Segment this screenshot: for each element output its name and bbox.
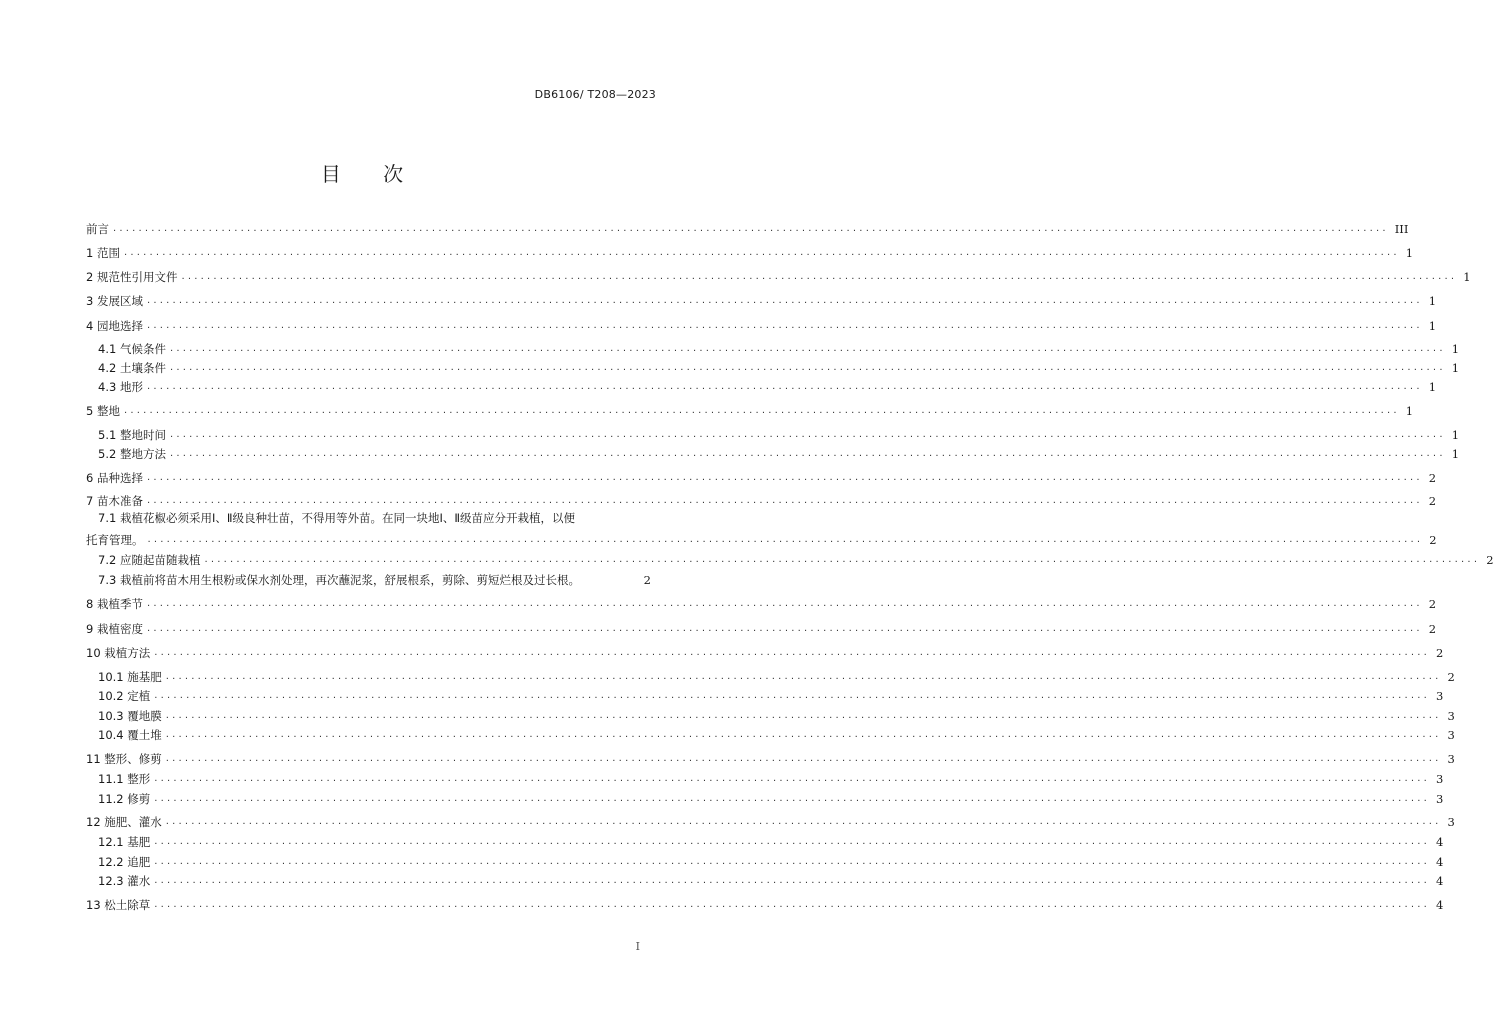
toc-entry-page: 4 — [1436, 855, 1444, 869]
toc-leader-dots: ........................................................................................................................................................................................................ — [146, 598, 1423, 609]
toc-entry-line1: 7.1 栽植花椒必须采用Ⅰ、Ⅱ级良种壮苗，不得用等外苗。在同一块地Ⅰ、Ⅱ级苗应分开栽植，以便 — [98, 511, 576, 525]
toc-leader-dots: ........................................................................................................................................................................................................ — [154, 899, 1431, 910]
toc-entry[interactable] — [86, 242, 1414, 260]
toc-entry-label: 7.2 应随起苗随栽植 — [98, 553, 201, 567]
toc-entry-page: 4 — [1436, 874, 1444, 888]
toc-entry-page: 2 — [1486, 553, 1494, 567]
toc-entry[interactable] — [98, 443, 1460, 461]
toc-entry[interactable] — [86, 290, 1437, 308]
toc-entry[interactable] — [98, 724, 1455, 742]
toc-entry-label: 10 栽植方法 — [86, 646, 151, 660]
toc-entry-page: 2 — [643, 573, 651, 587]
toc-entry-page: 3 — [1447, 728, 1455, 742]
toc-leader-dots: ........................................................................................................................................................................................................ — [146, 381, 1423, 392]
toc-entry[interactable] — [98, 685, 1444, 703]
toc-entry[interactable] — [98, 870, 1444, 888]
toc-leader-dots: ........................................................................................................................................................................................................ — [154, 647, 1431, 658]
toc-leader-dots: ........................................................................................................................................................................................................ — [169, 362, 1446, 373]
toc-entry-page: 1 — [1463, 270, 1471, 284]
toc-entry-label: 1 范围 — [86, 246, 120, 260]
toc-entry-label: 10.4 覆土堆 — [98, 728, 162, 742]
toc-entry-label: 11.1 整形 — [98, 772, 151, 786]
toc-entry[interactable] — [98, 338, 1460, 356]
toc-entry-page: 1 — [1428, 380, 1437, 394]
toc-leader-dots: ........................................................................................................................................................................................................ — [123, 405, 1400, 416]
toc-entry[interactable] — [98, 549, 1494, 567]
toc-entry[interactable] — [98, 788, 1444, 806]
toc-leader-dots: ........................................................................................................................................................................................................ — [165, 710, 1442, 721]
toc-entry-page: 1 — [1451, 361, 1460, 375]
toc-entry[interactable] — [86, 266, 1471, 284]
toc-entry[interactable] — [98, 376, 1437, 394]
toc-entry-page: III — [1394, 222, 1409, 236]
toc-entry-page: 1 — [1451, 447, 1460, 461]
toc-leader-dots: ........................................................................................................................................................................................................ — [146, 320, 1423, 331]
toc-leader-dots: ........................................................................................................................................................................................................ — [123, 247, 1400, 258]
toc-entry-page: 4 — [1436, 898, 1444, 912]
toc-entry-label: 5 整地 — [86, 404, 120, 418]
toc-leader-dots: ........................................................................................................................................................................................................ — [154, 793, 1431, 804]
toc-leader-dots: ........................................................................................................................................................................................................ — [154, 836, 1431, 847]
toc-entry[interactable] — [98, 569, 651, 587]
toc-entry[interactable] — [98, 851, 1444, 869]
toc-leader-dots: ........................................................................................................................................................................................................ — [169, 343, 1446, 354]
toc-entry-page: 3 — [1447, 709, 1455, 723]
toc-leader-dots: ........................................................................................................................................................................................................ — [169, 429, 1446, 440]
toc-entry-label: 4.3 地形 — [98, 380, 143, 394]
toc-entry-page: 1 — [1451, 428, 1460, 442]
toc-entry-label: 10.1 施基肥 — [98, 670, 162, 684]
toc-entry[interactable] — [86, 218, 1409, 236]
toc-entry-label: 4 园地选择 — [86, 319, 143, 333]
toc-entry-label: 3 发展区域 — [86, 294, 143, 308]
toc-leader-dots: ........................................................................................................................................................................................................ — [154, 690, 1431, 701]
toc-entry-page: 3 — [1447, 752, 1455, 766]
toc-entry-label: 10.2 定植 — [98, 689, 151, 703]
document-code: DB6106/ T208—2023 — [534, 88, 656, 101]
toc-entry-label: 7.3 栽植前将苗木用生根粉或保水剂处理，再次蘸泥浆，舒展根系，剪除、剪短烂根及过长根。 — [98, 573, 580, 587]
toc-leader-dots: ........................................................................................................................................................................................................ — [204, 554, 1481, 565]
toc-entry-label: 11.2 修剪 — [98, 792, 151, 806]
toc-entry[interactable] — [86, 529, 1437, 547]
toc-entry-page: 2 — [1428, 622, 1437, 636]
page-number: I — [635, 940, 640, 953]
toc-entry-page: 2 — [1447, 670, 1455, 684]
toc-entry-label: 前言 — [86, 222, 109, 236]
toc-entry-page: 1 — [1405, 404, 1414, 418]
toc-leader-dots: ........................................................................................................................................................................................................ — [181, 271, 1458, 282]
toc-entry-label: 2 规范性引用文件 — [86, 270, 178, 284]
toc-entry[interactable] — [98, 831, 1444, 849]
toc-leader-dots: ........................................................................................................................................................................................................ — [146, 472, 1423, 483]
toc-entry[interactable] — [86, 642, 1444, 660]
toc-entry-label: 12.2 追肥 — [98, 855, 151, 869]
toc-entry-page: 4 — [1436, 835, 1444, 849]
toc-entry-page: 1 — [1405, 246, 1414, 260]
toc-leader-dots: ........................................................................................................................................................................................................ — [165, 816, 1442, 827]
toc-entry-page: 1 — [1428, 319, 1437, 333]
toc-entry-page: 1 — [1451, 342, 1460, 356]
toc-entry-page: 3 — [1436, 772, 1444, 786]
toc-leader-dots: ........................................................................................................................................................................................................ — [146, 295, 1423, 306]
toc-leader-dots: ........................................................................................................................................................................................................ — [169, 448, 1446, 459]
toc-entry[interactable] — [86, 467, 1437, 485]
toc-entry[interactable] — [86, 811, 1455, 829]
toc-entry-label: 4.2 土壤条件 — [98, 361, 166, 375]
toc-entry-label: 11 整形、修剪 — [86, 752, 162, 766]
toc-leader-dots: ........................................................................................................................................................................................................ — [113, 223, 1389, 234]
toc-entry-page: 3 — [1447, 815, 1455, 829]
toc-leader-dots: ........................................................................................................................................................................................................ — [165, 671, 1442, 682]
toc-entry[interactable] — [98, 768, 1444, 786]
toc-leader-dots: ........................................................................................................................................................................................................ — [146, 495, 1423, 506]
toc-entry-page: 2 — [1428, 471, 1437, 485]
toc-leader-dots: ........................................................................................................................................................................................................ — [146, 623, 1423, 634]
toc-entry[interactable] — [98, 357, 1460, 375]
toc-entry-label: 12 施肥、灌水 — [86, 815, 162, 829]
toc-entry[interactable] — [98, 705, 1455, 723]
toc-entry[interactable] — [86, 315, 1437, 333]
toc-entry[interactable] — [86, 618, 1437, 636]
toc-entry[interactable] — [86, 490, 1437, 508]
toc-entry-page: 3 — [1436, 792, 1444, 806]
toc-entry-label: 6 品种选择 — [86, 471, 143, 485]
toc-entry[interactable] — [86, 400, 1414, 418]
toc-entry-label: 10.3 覆地膜 — [98, 709, 162, 723]
toc-entry-label: 8 栽植季节 — [86, 597, 143, 611]
toc-entry-page: 2 — [1428, 494, 1437, 508]
toc-entry[interactable] — [86, 593, 1437, 611]
toc-entry[interactable] — [86, 748, 1455, 766]
toc-leader-dots: ........................................................................................................................................................................................................ — [165, 729, 1442, 740]
toc-entry-page: 3 — [1436, 689, 1444, 703]
toc-entry-page: 2 — [1429, 533, 1437, 547]
toc-entry-page: 2 — [1436, 646, 1444, 660]
toc-entry-label: 12.1 基肥 — [98, 835, 151, 849]
toc-entry-label: 13 松土除草 — [86, 898, 151, 912]
toc-entry-label: 7 苗木准备 — [86, 494, 143, 508]
toc-entry-label: 12.3 灌水 — [98, 874, 151, 888]
toc-leader-dots: ........................................................................................................................................................................................................ — [165, 753, 1442, 764]
toc-entry-label: 托育管理。 — [86, 533, 144, 547]
toc-leader-dots: ........................................................................................................................................................................................................ — [154, 856, 1431, 867]
toc-entry[interactable] — [98, 424, 1460, 442]
toc-entry[interactable] — [86, 894, 1444, 912]
toc-entry-page: 2 — [1428, 597, 1437, 611]
toc-entry-label: 4.1 气候条件 — [98, 342, 166, 356]
toc-leader-dots: ........................................................................................................................................................................................................ — [147, 534, 1424, 545]
toc-leader-dots: ........................................................................................................................................................................................................ — [154, 875, 1431, 886]
toc-entry-label: 5.1 整地时间 — [98, 428, 166, 442]
toc-leader-dots: ........................................................................................................................................................................................................ — [154, 773, 1431, 784]
toc-entry-page: 1 — [1428, 294, 1437, 308]
toc-entry-label: 5.2 整地方法 — [98, 447, 166, 461]
toc-entry[interactable] — [98, 666, 1455, 684]
page-title: 目 次 — [320, 162, 422, 186]
toc-entry-label: 9 栽植密度 — [86, 622, 143, 636]
